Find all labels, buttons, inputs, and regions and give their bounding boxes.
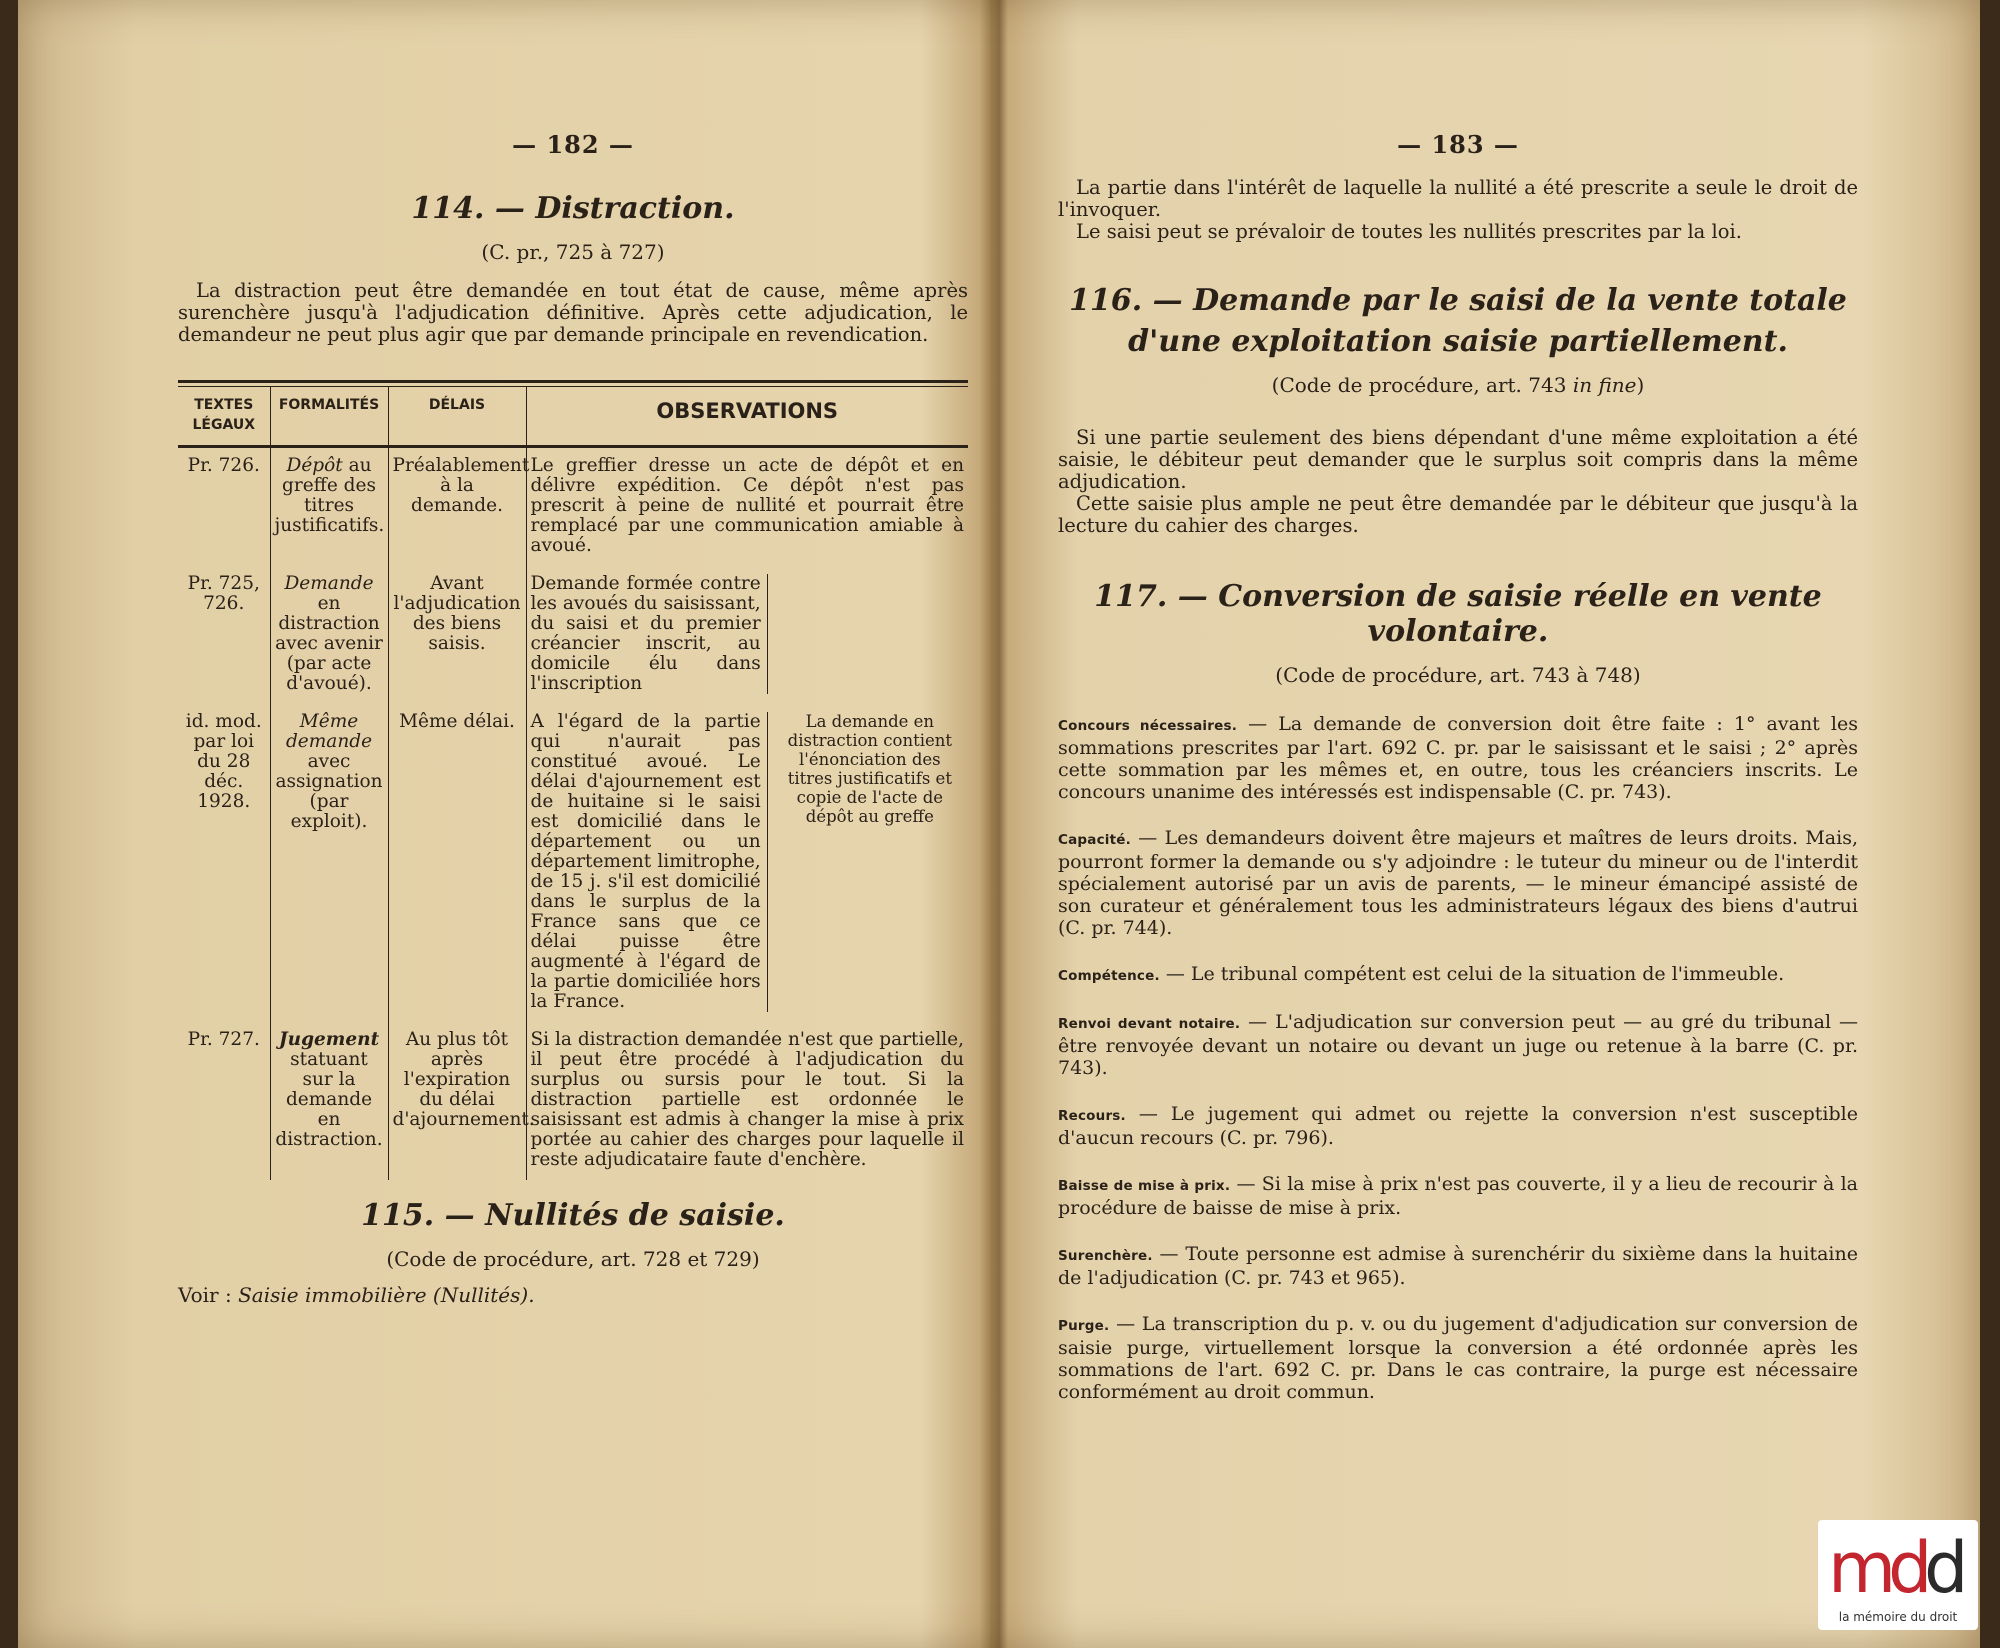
section-115-voir: Voir : Saisie immobilière (Nullités). bbox=[178, 1283, 535, 1307]
cell-delai: Même délai. bbox=[388, 704, 526, 1022]
cell-formalite: Même demande avec assignation (par exploit). bbox=[270, 704, 388, 1022]
cell-delai: Au plus tôt après l'expiration du délai d'ajournement. bbox=[388, 1022, 526, 1180]
cell-formalite: Demande en distraction avec avenir (par acte d'avoué). bbox=[270, 566, 388, 704]
page-number-left: — 182 — bbox=[512, 130, 634, 159]
cell-delai: Avant l'adjudication des biens saisis. bbox=[388, 566, 526, 704]
entry-surenchere: Surenchère. — Toute personne est admise à surenchérir du sixième dans la huitaine de l'adjudication (C. pr. 743 et 965). bbox=[1058, 1243, 1858, 1289]
cell-observation: Si la distraction demandée n'est que partielle, il peut être procédé à l'adjudication du surplus ou sursis pour le tout. Si la distraction partielle est ordonnée le saisissant est admis à changer la mise à prix portée au cahier des charges pour laquelle il reste adjudicataire faute d'enchère. bbox=[530, 1029, 964, 1170]
svg-text:m: m bbox=[1828, 1527, 1891, 1604]
header-formalites: FORMALITÉS bbox=[270, 387, 388, 447]
header-delais: DÉLAIS bbox=[388, 387, 526, 447]
svg-text:d: d bbox=[1888, 1527, 1927, 1604]
section-115-ref: (Code de procédure, art. 728 et 729) bbox=[386, 1247, 760, 1271]
entry-baisse: Baisse de mise à prix. — Si la mise à prix n'est pas couverte, il y a lieu de recourir à la procédure de baisse de mise à prix. bbox=[1058, 1173, 1858, 1219]
section-116-ref: (Code de procédure, art. 743 in fine) bbox=[1271, 373, 1645, 397]
intro-text: La partie dans l'intérêt de laquelle la nullité a été prescrite a seule le droit de l'invoquer. Le saisi peut se prévaloir de toutes les nullités prescrites par la loi. bbox=[1058, 176, 1858, 243]
table-row bbox=[178, 447, 968, 567]
mdd-logo-caption: la mémoire du droit bbox=[1838, 1610, 1958, 1624]
section-114-text: La distraction peut être demandée en tout état de cause, même après surenchère jusqu'à l'adjudication définitive. Après cette adjudication, le demandeur ne peut plus agir que par demande principale en revendication. bbox=[178, 279, 968, 346]
table-row bbox=[178, 704, 968, 1022]
section-117-ref: (Code de procédure, art. 743 à 748) bbox=[1275, 663, 1641, 687]
cell-observation: Demande formée contre les avoués du saisissant, du saisi et du premier créancier inscrit, au domicile élu dans l'inscription bbox=[526, 566, 968, 704]
mdd-logo bbox=[1818, 1520, 1978, 1630]
cell-texte: Pr. 726. bbox=[178, 447, 270, 567]
table-row bbox=[178, 566, 968, 704]
section-116-title-line1: 116. — Demande par le saisi de la vente totale bbox=[1069, 283, 1847, 318]
section-116-text: Si une partie seulement des biens dépendant d'une même exploitation a été saisie, le débiteur peut demander que le surplus soit compris dans la même adjudication. Cette saisie plus ample ne peut être demandée par le débiteur que jusqu'à la lecture du cahier des charges. bbox=[1058, 426, 1858, 537]
entry-concours: Concours nécessaires. — La demande de conversion doit être faite : 1° avant les sommations prescrites par l'art. 692 C. pr. par le saisissant et le saisi ; 2° après cette sommation par les mêmes et, en outre, tous les créanciers inscrits. Le concours unanime des intéressés est indispensable (C. pr. 743). bbox=[1058, 713, 1858, 803]
page-number-right: — 183 — bbox=[1397, 130, 1519, 159]
cell-observation: Le greffier dresse un acte de dépôt et en délivre expédition. Ce dépôt n'est pas prescrit à peine de nullité et pourrait être remplacé par une communication amiable à avoué. bbox=[530, 455, 964, 556]
cell-texte: id. mod. par loi du 28 déc. 1928. bbox=[178, 704, 270, 1022]
svg-text:d: d bbox=[1924, 1527, 1963, 1604]
entry-renvoi: Renvoi devant notaire. — L'adjudication sur conversion peut — au gré du tribunal — être renvoyée devant un notaire ou devant un juge ou retenue à la barre (C. pr. 743). bbox=[1058, 1011, 1858, 1079]
section-115-title: 115. — Nullités de saisie. bbox=[361, 1198, 785, 1233]
entry-purge: Purge. — La transcription du p. v. ou du jugement d'adjudication sur conversion de saisie purge, virtuellement lorsque la conversion a été ordonnée après les sommations de l'art. 692 C. pr. Dans le cas contraire, la purge est nécessaire conformément au droit commun. bbox=[1058, 1313, 1858, 1403]
book-gutter bbox=[990, 0, 1008, 1648]
left-page bbox=[178, 0, 968, 1648]
header-textes: TEXTES LÉGAUX bbox=[178, 387, 270, 447]
entry-recours: Recours. — Le jugement qui admet ou rejette la conversion n'est susceptible d'aucun recours (C. pr. 796). bbox=[1058, 1103, 1858, 1149]
observation-side-note: La demande en distraction contient l'énonciation des titres justificatifs et copie de l'acte de dépôt au greffe bbox=[787, 712, 953, 826]
procedure-table bbox=[178, 380, 968, 1180]
right-page bbox=[1058, 0, 1858, 1648]
section-116-title-line2: d'une exploitation saisie partiellement. bbox=[1128, 324, 1788, 359]
table-row bbox=[178, 1022, 968, 1180]
table-header-row bbox=[178, 387, 968, 447]
cell-texte: Pr. 727. bbox=[178, 1022, 270, 1180]
mdd-logo-mark bbox=[1826, 1526, 1970, 1604]
cell-formalite: Jugement statuant sur la demande en distraction. bbox=[270, 1022, 388, 1180]
entry-competence: Compétence. — Le tribunal compétent est celui de la situation de l'immeuble. bbox=[1058, 963, 1785, 985]
section-114-ref: (C. pr., 725 à 727) bbox=[481, 240, 665, 264]
header-observations: OBSERVATIONS bbox=[526, 387, 968, 447]
book-spread bbox=[18, 0, 1980, 1648]
cell-formalite: Dépôt au greffe des titres justificatifs. bbox=[270, 447, 388, 567]
table-top-rule bbox=[178, 380, 968, 383]
section-114-title: 114. — Distraction. bbox=[411, 191, 735, 226]
section-117-title: 117. — Conversion de saisie réelle en vente volontaire. bbox=[1094, 579, 1822, 649]
cell-observation: A l'égard de la partie qui n'aurait pas constitué avoué. Le délai d'ajournement est de huitaine si le saisi est domicilié dans le département ou un département limitrophe, de 15 j. s'il est domicilié dans le surplus de la France sans que ce délai puisse être augmenté à l'égard de la partie domiciliée hors la France. La demande en distraction contient l'énonciation des titres justificatifs et copie de l'acte de dépôt au greffe bbox=[526, 704, 968, 1022]
entry-capacite: Capacité. — Les demandeurs doivent être majeurs et maîtres de leurs droits. Mais, pourront former la demande ou s'y adjoindre : le tuteur du mineur ou de l'interdit spécialement autorisé par un avis de parents, — le mineur émancipé assisté de son curateur et généralement tous les administrateurs légaux des biens d'autrui (C. pr. 744). bbox=[1058, 827, 1858, 939]
cell-delai: Préalablement à la demande. bbox=[388, 447, 526, 567]
cell-texte: Pr. 725, 726. bbox=[178, 566, 270, 704]
